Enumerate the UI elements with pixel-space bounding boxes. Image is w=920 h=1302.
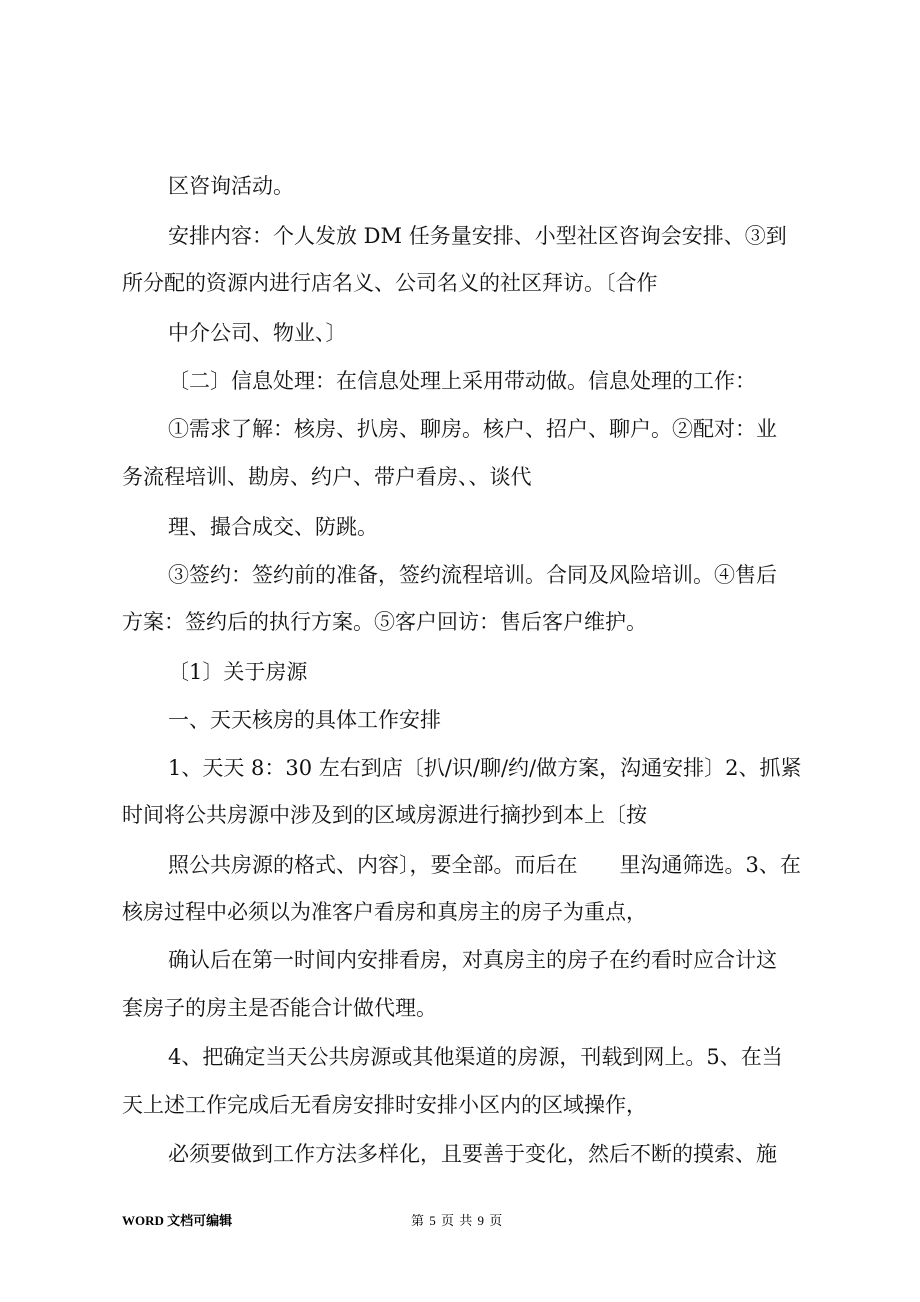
text-line: ③签约：签约前的准备，签约流程培训。合同及风险培训。④售后 xyxy=(168,563,777,587)
text-line: 套房子的房主是否能合计做代理。 xyxy=(122,996,437,1020)
page-number: 第 5 页 共 9 页 xyxy=(411,1213,504,1228)
text-line: 1、天天 8：30 左右到店〔扒/识/聊/约/做方案，沟通安排〕2、抓紧 xyxy=(168,756,802,780)
text-line: 理、撮合成交、防跳。 xyxy=(168,515,378,539)
text-line: 〔二〕信息处理：在信息处理上采用带动做。信息处理的工作： xyxy=(168,369,756,393)
text-line: 4、把确定当天公共房源或其他渠道的房源，刊载到网上。5、在当 xyxy=(168,1045,783,1069)
text-line: 必须要做到工作方法多样化，且要善于变化，然后不断的摸索、施 xyxy=(168,1142,777,1166)
text-line: 照公共房源的格式、内容〕，要全部。而后在 里沟通筛选。3、在 xyxy=(168,853,801,877)
text-line: 方案：签约后的执行方案。⑤客户回访：售后客户维护。 xyxy=(122,610,647,634)
text-line: 核房过程中必须以为准客户看房和真房主的房子为重点， xyxy=(122,900,647,924)
text-line: 一、天天核房的具体工作安排 xyxy=(168,708,441,732)
text-line: 区咨询活动。 xyxy=(168,174,294,198)
text-line: ①需求了解：核房、扒房、聊房。核户、招户、聊户。②配对：业 xyxy=(168,417,777,441)
footer-left-label: WORD 文档可编辑 xyxy=(122,1213,233,1228)
text-line: 务流程培训、勘房、约户、带户看房、、谈代 xyxy=(122,465,532,489)
text-line: 时间将公共房源中涉及到的区域房源进行摘抄到本上〔按 xyxy=(122,803,647,827)
text-line: 〔1〕关于房源 xyxy=(168,660,308,684)
text-line: 中介公司、物业、〕 xyxy=(168,321,347,345)
text-line: 天上述工作完成后无看房安排时安排小区内的区域操作， xyxy=(122,1093,647,1117)
text-line: 所分配的资源内进行店名义、公司名义的社区拜访。〔合作 xyxy=(122,271,658,295)
text-line: 确认后在第一时间内安排看房，对真房主的房子在约看时应合计这 xyxy=(168,948,777,972)
text-line: 安排内容：个人发放 DM 任务量安排、小型社区咨询会安排、③到 xyxy=(168,224,787,248)
